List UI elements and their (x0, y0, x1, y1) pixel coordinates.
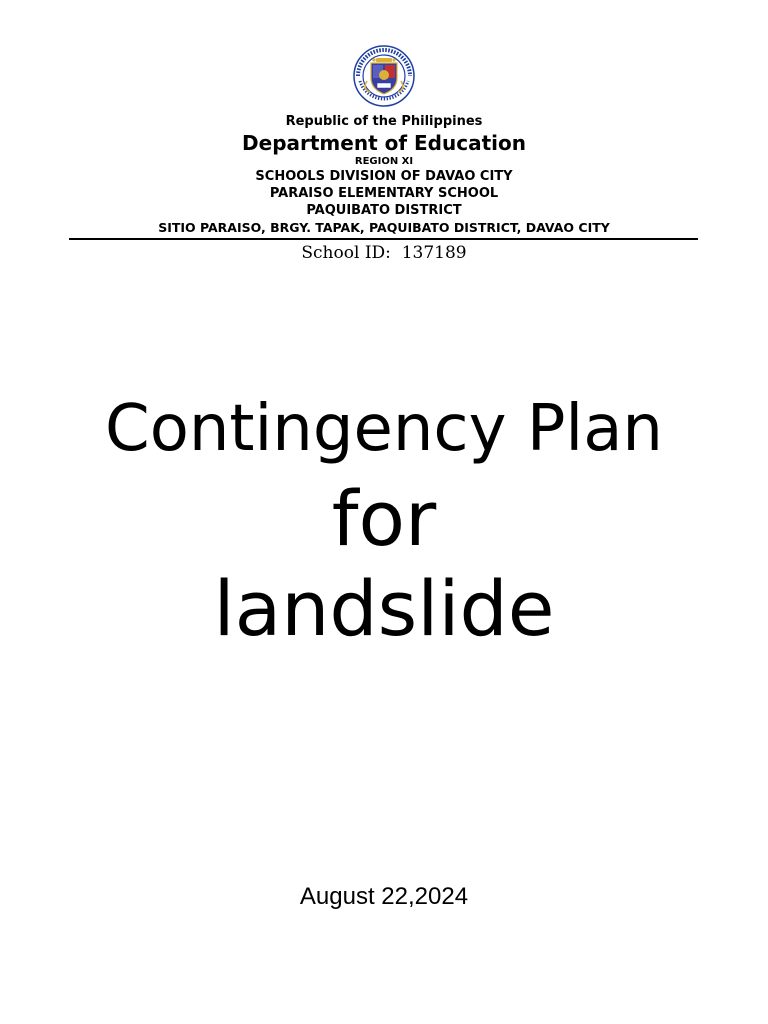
title-line-3: landslide (213, 564, 555, 653)
republic-label: Republic of the Philippines (285, 114, 483, 129)
document-date: August 22,2024 (299, 883, 469, 910)
deped-seal-icon (350, 45, 418, 107)
title-line-2: for (331, 474, 437, 563)
department-name: Department of Education (242, 131, 526, 155)
header-divider (69, 238, 698, 240)
title-line-1: Contingency Plan (105, 392, 663, 466)
school-id: School ID: 137189 (301, 243, 467, 263)
school-address: SITIO PARAISO, BRGY. TAPAK, PAQUIBATO DISTRICT, DAVAO CITY (158, 220, 610, 235)
division-label: SCHOOLS DIVISION OF DAVAO CITY (255, 169, 513, 184)
letterhead (0, 113, 768, 236)
document-title (0, 384, 768, 654)
school-name: PARAISO ELEMENTARY SCHOOL (269, 186, 499, 201)
district-label: PAQUIBATO DISTRICT (306, 203, 462, 218)
region-label: REGION XI (354, 156, 414, 167)
